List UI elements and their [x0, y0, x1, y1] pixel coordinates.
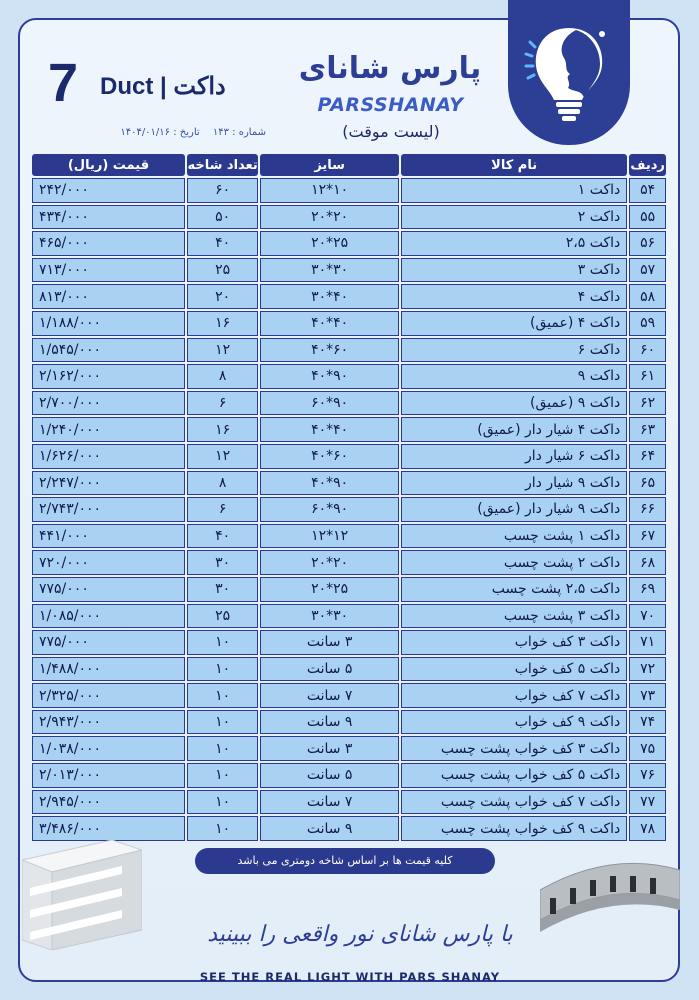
row-number-cell: ۷۳	[629, 683, 666, 708]
price-cell: ۲/۷۰۰/۰۰۰	[32, 391, 185, 416]
size-cell: ۲۰*۲۰	[260, 550, 399, 575]
branch-count-cell: ۱۰	[187, 790, 258, 815]
price-cell: ۱/۱۸۸/۰۰۰	[32, 311, 185, 336]
product-name-cell: داکت ۳ پشت چسب	[401, 604, 627, 629]
table-row	[32, 391, 666, 416]
row-number-cell: ۶۳	[629, 417, 666, 442]
product-name-cell: داکت ۵ کف خواب پشت چسب	[401, 763, 627, 788]
branch-count-cell: ۱۰	[187, 657, 258, 682]
product-name-cell: داکت ۹ (عمیق)	[401, 391, 627, 416]
branch-count-cell: ۴۰	[187, 524, 258, 549]
row-number-cell: ۶۷	[629, 524, 666, 549]
price-cell: ۷۲۰/۰۰۰	[32, 550, 185, 575]
table-row	[32, 231, 666, 256]
product-name-cell: داکت ۱	[401, 178, 627, 203]
brand-logo-banner	[508, 0, 630, 145]
document-meta	[56, 127, 266, 138]
row-number-cell: ۵۴	[629, 178, 666, 203]
product-name-cell: داکت ۵ کف خواب	[401, 657, 627, 682]
size-cell: ۴۰*۳۰	[260, 284, 399, 309]
branch-count-cell: ۸	[187, 471, 258, 496]
size-cell: ۷ سانت	[260, 683, 399, 708]
branch-count-cell: ۱۶	[187, 417, 258, 442]
table-row	[32, 657, 666, 682]
row-number-cell: ۷۰	[629, 604, 666, 629]
price-cell: ۱/۴۸۸/۰۰۰	[32, 657, 185, 682]
size-cell: ۴۰*۴۰	[260, 417, 399, 442]
product-name-cell: داکت ۴ (عمیق)	[401, 311, 627, 336]
floor-duct-image	[540, 850, 680, 940]
product-name-cell: داکت ۹ کف خواب	[401, 710, 627, 735]
table-row	[32, 338, 666, 363]
product-name-cell: داکت ۲،۵ پشت چسب	[401, 577, 627, 602]
price-cell: ۱/۰۳۸/۰۰۰	[32, 736, 185, 761]
price-cell: ۴۳۴/۰۰۰	[32, 205, 185, 230]
table-row	[32, 311, 666, 336]
price-cell: ۱/۶۲۶/۰۰۰	[32, 444, 185, 469]
header-branch-count: تعداد شاخه	[187, 154, 258, 176]
table-row	[32, 524, 666, 549]
price-cell: ۲/۳۲۵/۰۰۰	[32, 683, 185, 708]
row-number-cell: ۶۶	[629, 497, 666, 522]
header-product-name: نام کالا	[401, 154, 627, 176]
price-cell: ۲/۱۶۲/۰۰۰	[32, 364, 185, 389]
row-number-cell: ۷۸	[629, 816, 666, 841]
price-cell: ۳/۴۸۶/۰۰۰	[32, 816, 185, 841]
document-date: تاریخ : ۱۴۰۴/۰۱/۱۶	[120, 127, 200, 138]
product-name-cell: داکت ۳	[401, 258, 627, 283]
price-cell: ۲/۹۴۳/۰۰۰	[32, 710, 185, 735]
price-cell: ۷۱۳/۰۰۰	[32, 258, 185, 283]
row-number-cell: ۵۸	[629, 284, 666, 309]
product-name-cell: داکت ۶	[401, 338, 627, 363]
branch-count-cell: ۵۰	[187, 205, 258, 230]
branch-count-cell: ۱۲	[187, 338, 258, 363]
product-name-cell: داکت ۹ کف خواب پشت چسب	[401, 816, 627, 841]
document-number: شماره : ۱۴۳	[212, 127, 266, 138]
table-row	[32, 497, 666, 522]
product-name-cell: داکت ۹ شیار دار (عمیق)	[401, 497, 627, 522]
row-number-cell: ۵۷	[629, 258, 666, 283]
branch-count-cell: ۶	[187, 391, 258, 416]
table-row	[32, 763, 666, 788]
row-number-cell: ۷۷	[629, 790, 666, 815]
table-row	[32, 205, 666, 230]
product-name-cell: داکت ۴ شیار دار (عمیق)	[401, 417, 627, 442]
product-name-cell: داکت ۷ کف خواب	[401, 683, 627, 708]
table-row	[32, 284, 666, 309]
branch-count-cell: ۲۰	[187, 284, 258, 309]
brand-name-english: PARSSHANAY	[317, 94, 464, 116]
product-name-cell: داکت ۶ شیار دار	[401, 444, 627, 469]
branch-count-cell: ۲۵	[187, 604, 258, 629]
product-name-cell: داکت ۱ پشت چسب	[401, 524, 627, 549]
row-number-cell: ۶۱	[629, 364, 666, 389]
branch-count-cell: ۴۰	[187, 231, 258, 256]
branch-count-cell: ۱۰	[187, 710, 258, 735]
row-number-cell: ۷۵	[629, 736, 666, 761]
price-cell: ۴۶۵/۰۰۰	[32, 231, 185, 256]
table-row	[32, 683, 666, 708]
size-cell: ۱۰*۱۲	[260, 178, 399, 203]
header-row-number: ردیف	[629, 154, 666, 176]
slogan-persian: با پارس شانای نور واقعی را ببینید	[207, 922, 513, 947]
row-number-cell: ۶۰	[629, 338, 666, 363]
brand-name-persian: پارس شانای	[298, 51, 482, 86]
size-cell: ۱۲*۱۲	[260, 524, 399, 549]
row-number-cell: ۶۸	[629, 550, 666, 575]
branch-count-cell: ۱۰	[187, 630, 258, 655]
size-cell: ۴۰*۴۰	[260, 311, 399, 336]
branch-count-cell: ۳۰	[187, 577, 258, 602]
price-cell: ۱/۲۴۰/۰۰۰	[32, 417, 185, 442]
price-cell: ۱/۵۴۵/۰۰۰	[32, 338, 185, 363]
branch-count-cell: ۲۵	[187, 258, 258, 283]
table-row	[32, 710, 666, 735]
row-number-cell: ۶۵	[629, 471, 666, 496]
table-row	[32, 471, 666, 496]
row-number-cell: ۶۴	[629, 444, 666, 469]
branch-count-cell: ۶۰	[187, 178, 258, 203]
table-row	[32, 550, 666, 575]
price-cell: ۷۷۵/۰۰۰	[32, 630, 185, 655]
price-cell: ۴۴۱/۰۰۰	[32, 524, 185, 549]
branch-count-cell: ۸	[187, 364, 258, 389]
size-cell: ۹۰*۶۰	[260, 497, 399, 522]
product-name-cell: داکت ۹ شیار دار	[401, 471, 627, 496]
price-cell: ۲/۷۴۳/۰۰۰	[32, 497, 185, 522]
list-type-label: (لیست موقت)	[342, 122, 440, 141]
row-number-cell: ۷۱	[629, 630, 666, 655]
branch-count-cell: ۱۰	[187, 816, 258, 841]
size-cell: ۶۰*۴۰	[260, 338, 399, 363]
size-cell: ۶۰*۴۰	[260, 444, 399, 469]
table-row	[32, 444, 666, 469]
branch-count-cell: ۱۲	[187, 444, 258, 469]
header-size: سایز	[260, 154, 399, 176]
pricing-note: کلیه قیمت ها بر اساس شاخه دومتری می باشد	[195, 848, 495, 874]
price-cell: ۱/۰۸۵/۰۰۰	[32, 604, 185, 629]
size-cell: ۳ سانت	[260, 630, 399, 655]
table-header-row	[32, 154, 666, 176]
table-row	[32, 364, 666, 389]
table-row	[32, 736, 666, 761]
branch-count-cell: ۱۰	[187, 763, 258, 788]
product-name-cell: داکت ۳ کف خواب پشت چسب	[401, 736, 627, 761]
size-cell: ۹ سانت	[260, 710, 399, 735]
table-row	[32, 417, 666, 442]
price-cell: ۲/۹۴۵/۰۰۰	[32, 790, 185, 815]
table-row	[32, 604, 666, 629]
branch-count-cell: ۱۰	[187, 736, 258, 761]
product-name-cell: داکت ۷ کف خواب پشت چسب	[401, 790, 627, 815]
size-cell: ۷ سانت	[260, 790, 399, 815]
size-cell: ۳۰*۳۰	[260, 604, 399, 629]
table-row	[32, 577, 666, 602]
product-name-cell: داکت ۴	[401, 284, 627, 309]
product-name-cell: داکت ۹	[401, 364, 627, 389]
branch-count-cell: ۶	[187, 497, 258, 522]
branch-count-cell: ۱۰	[187, 683, 258, 708]
row-number-cell: ۵۹	[629, 311, 666, 336]
table-row	[32, 178, 666, 203]
row-number-cell: ۶۹	[629, 577, 666, 602]
price-cell: ۷۷۵/۰۰۰	[32, 577, 185, 602]
size-cell: ۹ سانت	[260, 816, 399, 841]
size-cell: ۲۵*۲۰	[260, 577, 399, 602]
row-number-cell: ۵۵	[629, 205, 666, 230]
row-number-cell: ۶۲	[629, 391, 666, 416]
product-name-cell: داکت ۲،۵	[401, 231, 627, 256]
price-cell: ۲/۲۴۷/۰۰۰	[32, 471, 185, 496]
table-row	[32, 630, 666, 655]
table-body	[32, 178, 666, 841]
size-cell: ۳۰*۳۰	[260, 258, 399, 283]
category-number: 7	[48, 53, 79, 113]
size-cell: ۲۰*۲۰	[260, 205, 399, 230]
product-name-cell: داکت ۲	[401, 205, 627, 230]
row-number-cell: ۷۶	[629, 763, 666, 788]
price-cell: ۲۴۲/۰۰۰	[32, 178, 185, 203]
size-cell: ۹۰*۶۰	[260, 391, 399, 416]
size-cell: ۵ سانت	[260, 763, 399, 788]
header-price: قیمت (ریال)	[32, 154, 185, 176]
size-cell: ۵ سانت	[260, 657, 399, 682]
table-row	[32, 816, 666, 841]
row-number-cell: ۷۴	[629, 710, 666, 735]
price-cell: ۲/۰۱۳/۰۰۰	[32, 763, 185, 788]
table-row	[32, 258, 666, 283]
product-name-cell: داکت ۲ پشت چسب	[401, 550, 627, 575]
branch-count-cell: ۳۰	[187, 550, 258, 575]
price-table	[30, 152, 668, 843]
size-cell: ۹۰*۴۰	[260, 471, 399, 496]
size-cell: ۳ سانت	[260, 736, 399, 761]
slogan-english: SEE THE REAL LIGHT WITH PARS SHANAY	[199, 970, 501, 984]
row-number-cell: ۵۶	[629, 231, 666, 256]
table-row	[32, 790, 666, 815]
bulb-face-logo-icon	[524, 20, 614, 130]
product-name-cell: داکت ۳ کف خواب	[401, 630, 627, 655]
row-number-cell: ۷۲	[629, 657, 666, 682]
branch-count-cell: ۱۶	[187, 311, 258, 336]
size-cell: ۹۰*۴۰	[260, 364, 399, 389]
size-cell: ۲۵*۲۰	[260, 231, 399, 256]
white-duct-image	[22, 840, 142, 950]
category-title: Duct | داکت	[100, 73, 226, 100]
price-cell: ۸۱۳/۰۰۰	[32, 284, 185, 309]
